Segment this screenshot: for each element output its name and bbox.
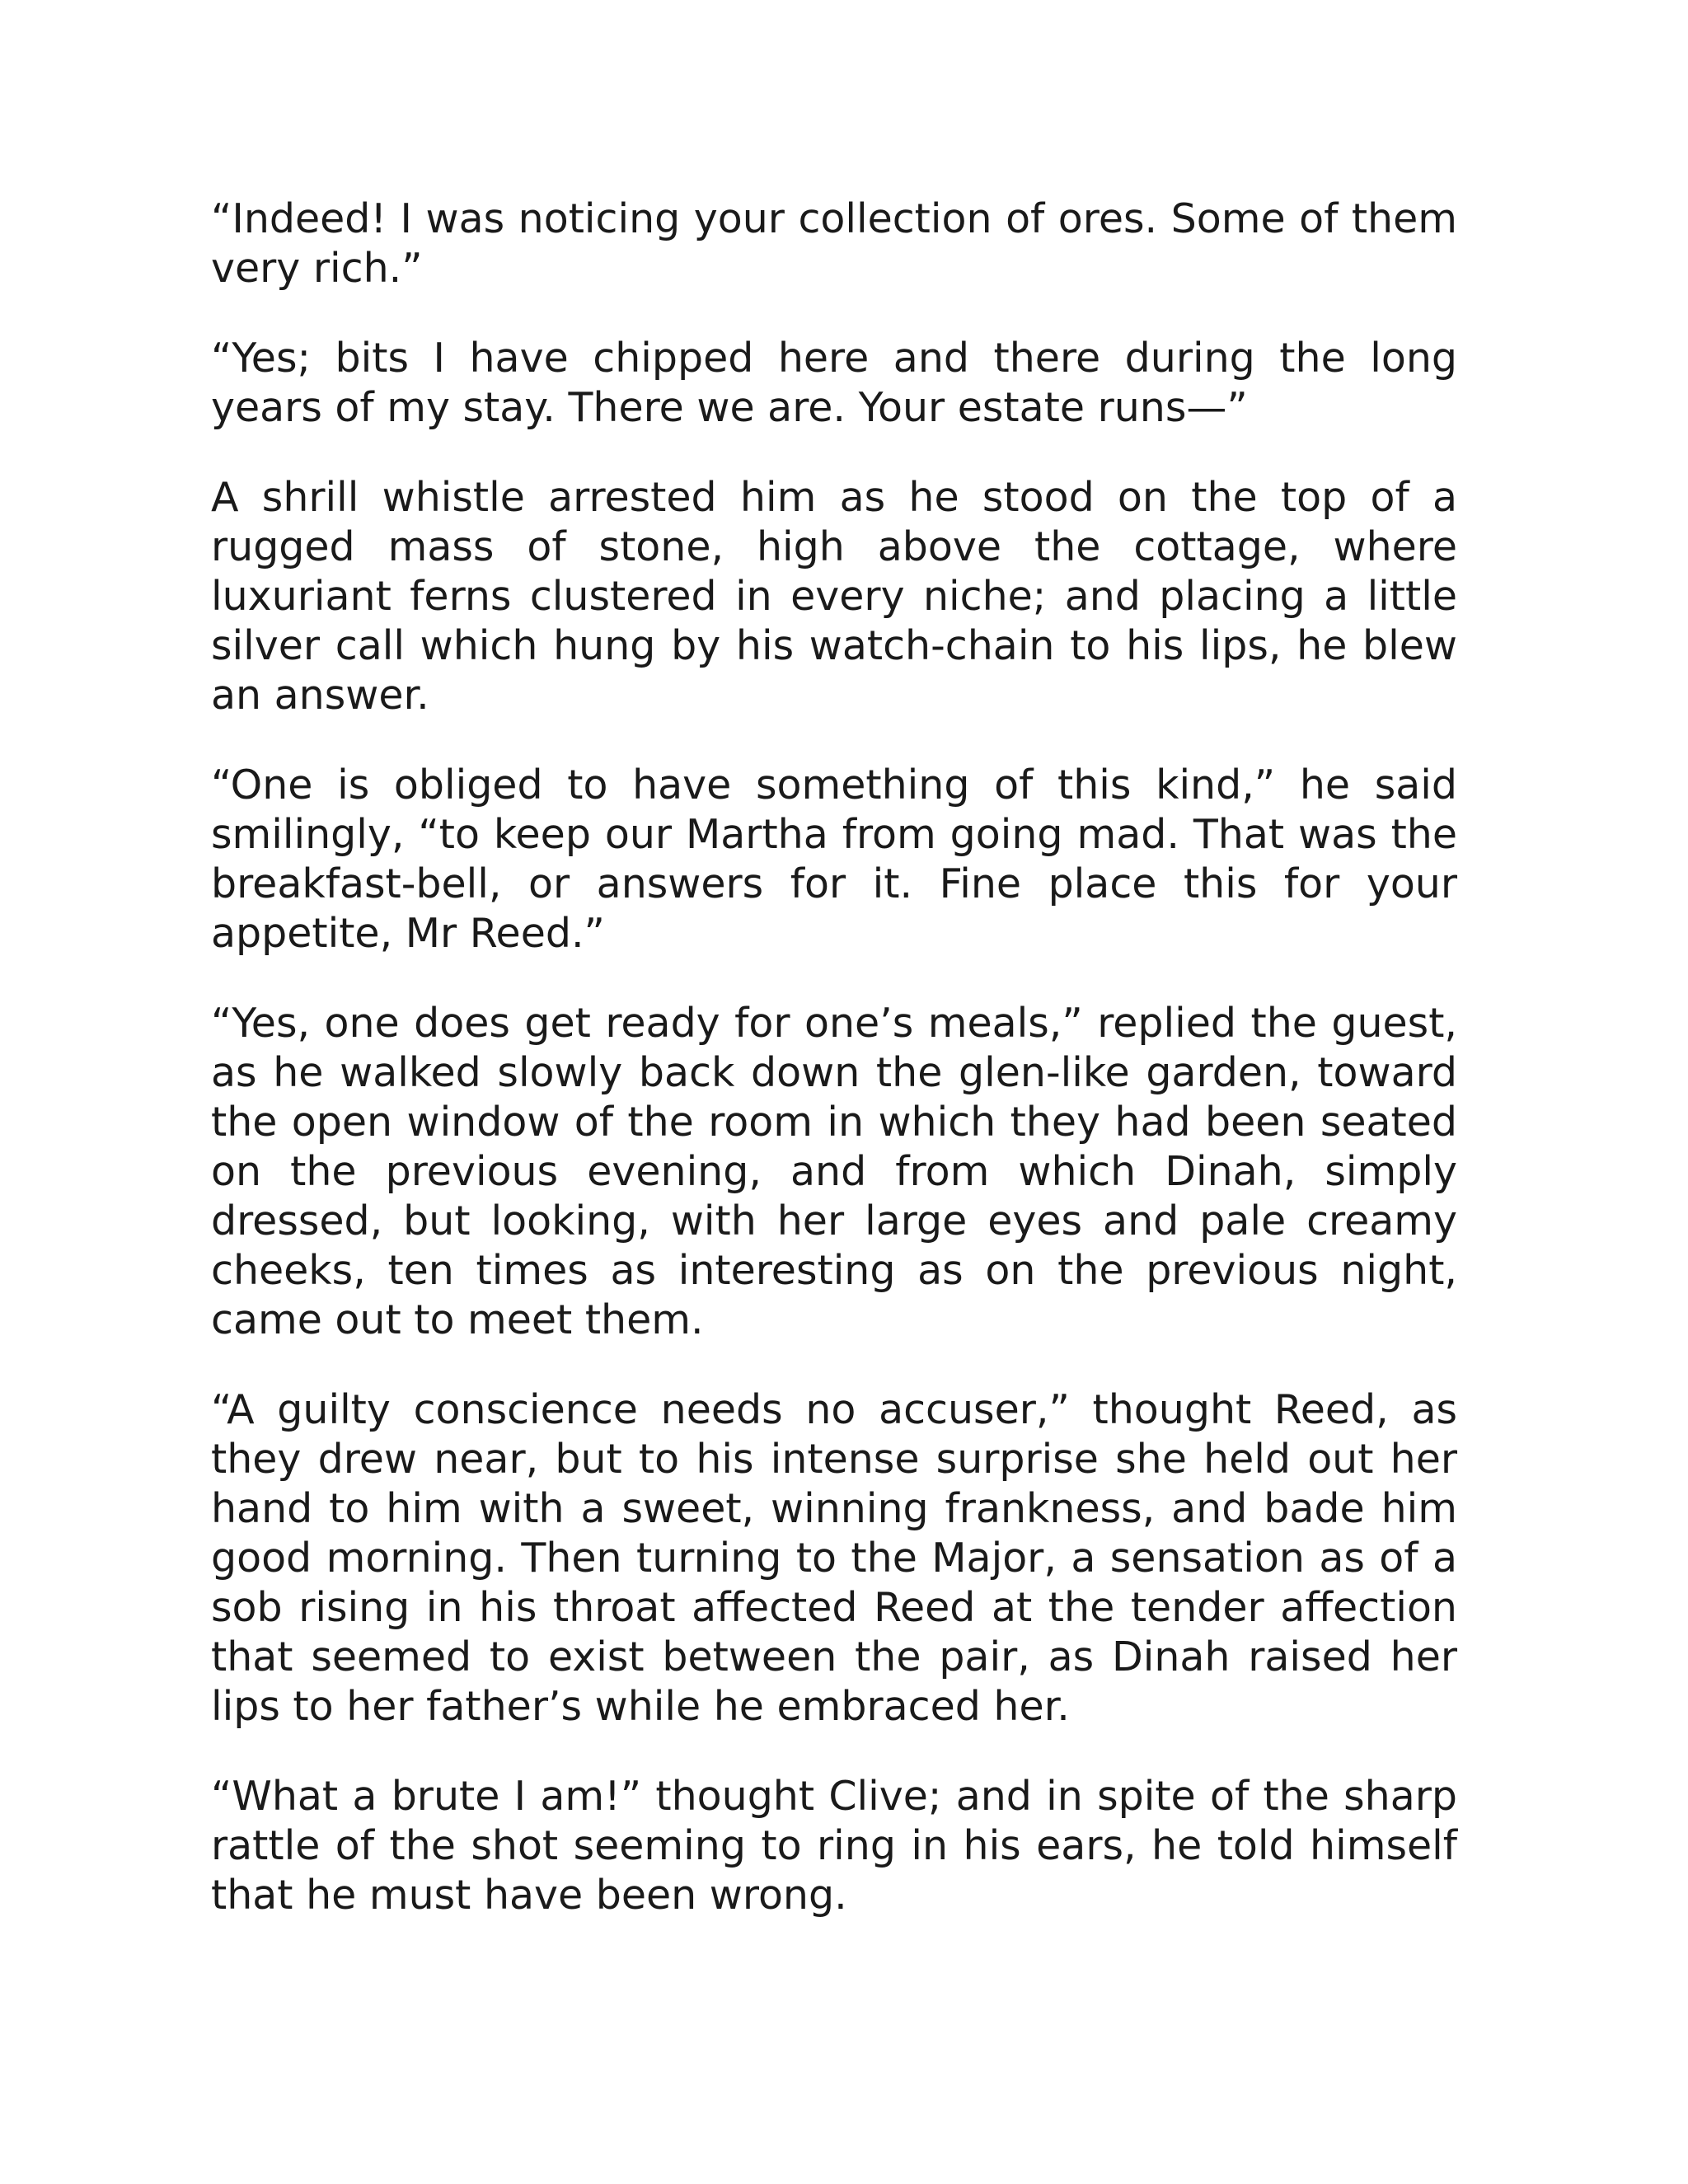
paragraph: “One is obliged to have something of this kind,” he said smilingly, “to keep our Martha from going mad. That was the breakfast-bell, or answers for it. Fine place this for your appetite, Mr Reed.” [211, 762, 1457, 957]
paragraph: “Yes, one does get ready for one’s meals,” replied the guest, as he walked slowly back down the glen-like garden, toward the open window of the room in which they had been seated on the previous evening, and from which Dinah, simply dressed, but looking, with her large eyes and pale creamy cheeks, ten times as interesting as on the previous night, came out to meet them. [211, 1000, 1457, 1343]
paragraph: “Indeed! I was noticing your collection of ores. Some of them very rich.” [211, 195, 1457, 292]
paragraph: “What a brute I am!” thought Clive; and in spite of the sharp rattle of the shot seeming to ring in his ears, he told himself that he must have been wrong. [211, 1773, 1457, 1919]
paragraph: “A guilty conscience needs no accuser,” thought Reed, as they drew near, but to his intense surprise she held out her hand to him with a sweet, winning frankness, and bade him good morning. Then turning to the Major, a sensation as of a sob rising in his throat affected Reed at the tender affection that seemed to exist between the pair, as Dinah raised her lips to her father’s while he embraced her. [211, 1386, 1457, 1730]
paragraph: “Yes; bits I have chipped here and there during the long years of my stay. There we are. Your estate runs—” [211, 335, 1457, 431]
book-page [211, 194, 1457, 1961]
paragraph: A shrill whistle arrested him as he stood on the top of a rugged mass of stone, high above the cottage, where luxuriant ferns clustered in every niche; and placing a little silver call which hung by his watch-chain to his lips, he blew an answer. [211, 474, 1457, 719]
